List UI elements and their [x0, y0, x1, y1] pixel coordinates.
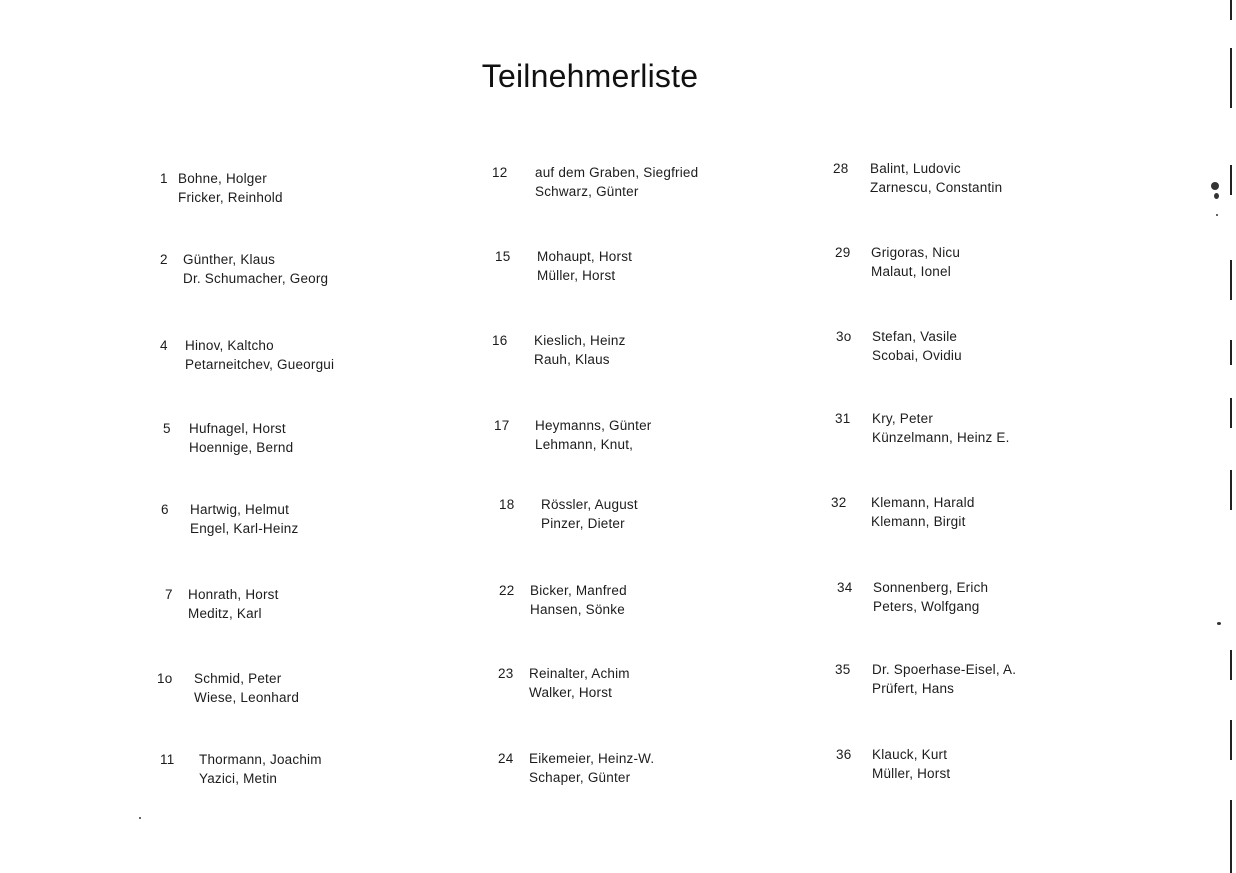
participant-name: Petarneitchev, Gueorgui — [185, 357, 335, 372]
scan-edge-mark — [1230, 0, 1232, 20]
entry-names — [534, 331, 626, 369]
participant-name: Bicker, Manfred — [530, 583, 627, 598]
entry-number: 34 — [837, 580, 853, 595]
participant-name: Honrath, Horst — [188, 587, 279, 602]
participant-name: Walker, Horst — [529, 685, 613, 700]
participant-name: Fricker, Reinhold — [178, 190, 283, 205]
entry-number: 1o — [157, 671, 173, 686]
participant-name: Rössler, August — [541, 497, 638, 512]
entry-names — [190, 500, 298, 538]
participant-name: Malaut, Ionel — [871, 264, 951, 279]
entry-number: 32 — [831, 495, 847, 510]
participant-name: Zarnescu, Constantin — [870, 180, 1003, 195]
participant-name: Grigoras, Nicu — [871, 245, 961, 260]
entry-names — [188, 585, 279, 623]
participant-name: Hartwig, Helmut — [190, 502, 290, 517]
scan-edge-mark — [1230, 48, 1232, 108]
scan-edge-mark — [1230, 165, 1232, 195]
participant-name: Müller, Horst — [872, 766, 951, 781]
scan-speck — [1216, 214, 1218, 216]
participant-name: Wiese, Leonhard — [194, 690, 300, 705]
entry-names — [872, 745, 950, 783]
participant-name: Hufnagel, Horst — [189, 421, 286, 436]
participant-name: Klemann, Harald — [871, 495, 975, 510]
entry-names — [189, 419, 293, 457]
participant-name: Bohne, Holger — [178, 171, 267, 186]
entry-number: 35 — [835, 662, 851, 677]
scan-speck — [1217, 622, 1221, 625]
scan-edge-mark — [1230, 650, 1232, 680]
participant-name: Eikemeier, Heinz-W. — [529, 751, 655, 766]
participant-name: Thormann, Joachim — [199, 752, 322, 767]
entry-number: 16 — [492, 333, 508, 348]
participant-name: Hinov, Kaltcho — [185, 338, 274, 353]
participant-name: Rauh, Klaus — [534, 352, 610, 367]
entry-names — [530, 581, 627, 619]
participant-name: Klemann, Birgit — [871, 514, 966, 529]
entry-number: 7 — [165, 587, 173, 602]
entry-number: 36 — [836, 747, 852, 762]
entry-number: 11 — [160, 752, 175, 767]
participant-name: Yazici, Metin — [199, 771, 278, 786]
scan-speck — [1214, 193, 1219, 199]
entry-names — [529, 664, 630, 702]
entry-number: 15 — [495, 249, 511, 264]
entry-number: 6 — [161, 502, 169, 517]
scan-edge-mark — [1230, 800, 1232, 873]
participant-name: Klauck, Kurt — [872, 747, 948, 762]
participant-name: Kry, Peter — [872, 411, 934, 426]
entry-names — [870, 159, 1002, 197]
participant-name: Günther, Klaus — [183, 252, 276, 267]
entry-names — [185, 336, 334, 374]
entry-number: 22 — [499, 583, 515, 598]
entry-number: 2 — [160, 252, 168, 267]
entry-names — [872, 660, 1016, 698]
scan-edge-mark — [1230, 340, 1232, 365]
participant-name: Dr. Schumacher, Georg — [183, 271, 329, 286]
participant-name: Hansen, Sönke — [530, 602, 625, 617]
entry-number: 4 — [160, 338, 168, 353]
entry-number: 18 — [499, 497, 515, 512]
entry-names — [871, 243, 960, 281]
entry-names — [529, 749, 654, 787]
entry-names — [537, 247, 632, 285]
participant-name: Pinzer, Dieter — [541, 516, 625, 531]
entry-names — [871, 493, 975, 531]
entry-names — [194, 669, 299, 707]
entry-number: 28 — [833, 161, 849, 176]
participant-name: Stefan, Vasile — [872, 329, 958, 344]
participant-name: auf dem Graben, Siegfried — [535, 165, 699, 180]
entry-number: 1 — [160, 171, 168, 186]
entry-number: 5 — [163, 421, 171, 436]
participant-name: Müller, Horst — [537, 268, 616, 283]
participant-name: Peters, Wolfgang — [873, 599, 980, 614]
entry-names — [535, 416, 652, 454]
entry-number: 17 — [494, 418, 510, 433]
participant-name: Lehmann, Knut, — [535, 437, 634, 452]
participant-name: Balint, Ludovic — [870, 161, 961, 176]
page-title: Teilnehmerliste — [481, 58, 699, 94]
participant-name: Mohaupt, Horst — [537, 249, 633, 264]
scan-speck — [139, 817, 141, 819]
participant-name: Reinalter, Achim — [529, 666, 630, 681]
entry-names — [183, 250, 328, 288]
scan-edge-mark — [1230, 720, 1232, 760]
participant-name: Prüfert, Hans — [872, 681, 955, 696]
participant-name: Heymanns, Günter — [535, 418, 652, 433]
entry-names — [535, 163, 698, 201]
entry-names — [178, 169, 283, 207]
entry-number: 24 — [498, 751, 514, 766]
scan-speck — [1211, 182, 1219, 190]
entry-number: 12 — [492, 165, 508, 180]
participant-name: Schmid, Peter — [194, 671, 282, 686]
entry-names — [541, 495, 638, 533]
entry-number: 23 — [498, 666, 514, 681]
participant-name: Scobai, Ovidiu — [872, 348, 962, 363]
participant-name: Künzelmann, Heinz E. — [872, 430, 1010, 445]
participant-name: Kieslich, Heinz — [534, 333, 626, 348]
entry-number: 3o — [836, 329, 852, 344]
scan-edge-mark — [1230, 260, 1232, 300]
scan-edge-mark — [1230, 470, 1232, 510]
entry-names — [872, 409, 1010, 447]
entry-names — [872, 327, 962, 365]
participant-name: Hoennige, Bernd — [189, 440, 294, 455]
participant-name: Engel, Karl-Heinz — [190, 521, 299, 536]
participant-name: Meditz, Karl — [188, 606, 262, 621]
entry-names — [199, 750, 322, 788]
participant-name: Schwarz, Günter — [535, 184, 639, 199]
scan-edge-mark — [1230, 398, 1232, 428]
participant-name: Sonnenberg, Erich — [873, 580, 989, 595]
entry-names — [873, 578, 988, 616]
participant-name: Schaper, Günter — [529, 770, 631, 785]
entry-number: 31 — [835, 411, 851, 426]
participant-name: Dr. Spoerhase-Eisel, A. — [872, 662, 1017, 677]
entry-number: 29 — [835, 245, 851, 260]
